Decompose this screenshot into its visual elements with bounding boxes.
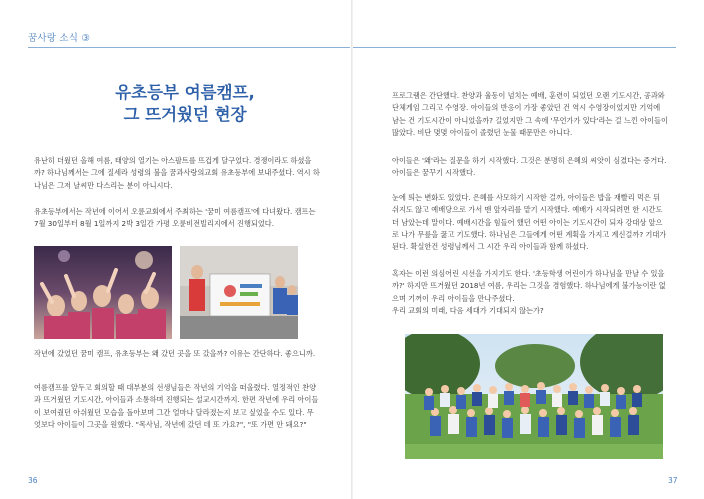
right-paragraph-3: 눈에 띄는 변화도 있었다. 은혜를 사모하기 시작한 걸까, 아이들은 밥을 재빨리 먹은 뒤 쉬지도 않고 예배당으로 가서 맨 앞자리를 맡기 시작했다. 예배가 시작되려면 한 시간도 더 남았는데 말이다. 예배시간을 힘들어 했던 어떤 아이는 기도시간이 되자 강대상 앞으로 나가 무릎을 꿇고 기도했다. 하나님은 그들에게 어떤 계획을 가지고 계신걸까? 기대가 된다. 확실한건 성령님께서 그 시간 우리 아이들과 함께 하셨다. bbox=[392, 193, 667, 252]
worship-photo bbox=[34, 246, 172, 339]
left-paragraph-3: 작년에 갔었던 꿈미 캠프, 유초등부는 왜 갔던 곳을 또 갔을까? 이유는 간단하다. 좋으니까. bbox=[34, 349, 316, 358]
page-number-left: 36 bbox=[28, 476, 38, 485]
right-paragraph-4: 혹자는 이런 의심어린 시선을 가지기도 한다. '초등학생 어린이가 하나님을 만날 수 있을까?' 하지만 뜨거웠던 2018년 여름, 우리는 그것을 경험했다. 하나님에게 불가능이란 없으며 기꺼이 우리 아이들을 만나주셨다. bbox=[392, 269, 666, 303]
group-photo-art bbox=[405, 334, 663, 459]
presentation-photo-art bbox=[180, 246, 298, 339]
section-label: 꿈사랑 소식 ③ bbox=[28, 33, 91, 44]
page-gutter bbox=[351, 0, 353, 499]
article-title bbox=[40, 82, 330, 126]
left-paragraph-2: 유초등부에서는 작년에 이어서 오륜교회에서 주최하는 '꿈미 여름캠프'에 다녀왔다. 캠프는 7월 30일부터 8월 1일까지 2박 3일간 가평 오륜비전빌리지에서 진행되었다. bbox=[34, 207, 316, 229]
header-rule-right bbox=[353, 47, 676, 48]
page-number-right: 37 bbox=[668, 476, 678, 485]
right-paragraph-1: 프로그램은 간단했다. 찬양과 율동이 넘치는 예배, 훈련이 되었던 오랜 기도시간, 공과와 단체게임 그리고 수영장. 아이들의 반응이 가장 좋았던 건 역시 수영장이었지만 기억에 남는 건 기도시간이 아니었을까? 길었지만 그 속에 '무언가가 있다'라는 걸 느낀 아이들이 많았다. 비단 몇몇 아이들이 졸렸던 눈물 때문만은 아니다. bbox=[392, 91, 668, 137]
article-title-line1: 유초등부 여름캠프, bbox=[115, 83, 255, 102]
left-paragraph-4: 여름캠프를 앞두고 회의할 때 대부분의 선생님들은 작년의 기억을 떠올렸다. 열정적인 찬양과 뜨거웠던 기도시간, 아이들과 소통하며 진행되는 설교시간까지. 한편 작년에 우리 아이들이 보여줬던 아쉬웠던 모습을 돌아보며 그간 얼마나 달라졌는지 보고 싶었을 수도 있다. 무엇보다 아이들이 그곳을 원했다. "목사님, 작년에 갔던 데 또 가요?", "또 가면 안 돼요?" bbox=[34, 383, 319, 429]
presentation-photo bbox=[180, 246, 298, 339]
worship-photo-art bbox=[34, 246, 172, 339]
left-paragraph-1: 유난히 더웠던 올해 여름, 태양의 열기는 아스팔트를 뜨겁게 달구었다. 경쟁이라도 하셨을까? 하나님께서는 그에 질세라 성령의 불을 꿈과사랑의교회 유초등부에 보내주셨다. 역시 하나님은 그저 날씨만 다스리는 분이 아니시다. bbox=[34, 156, 320, 190]
right-paragraph-5: 우리 교회의 미래, 다음 세대가 기대되지 않는가? bbox=[392, 306, 544, 315]
right-paragraph-2: 아이들은 '왜'라는 질문을 하기 시작했다. 그것은 분명히 은혜의 씨앗이 심겼다는 증거다. 아이들은 꿈꾸기 시작했다. bbox=[392, 156, 667, 178]
article-title-line2: 그 뜨거웠던 현장 bbox=[123, 105, 247, 124]
header-rule-left bbox=[28, 47, 350, 48]
group-photo bbox=[405, 334, 663, 459]
